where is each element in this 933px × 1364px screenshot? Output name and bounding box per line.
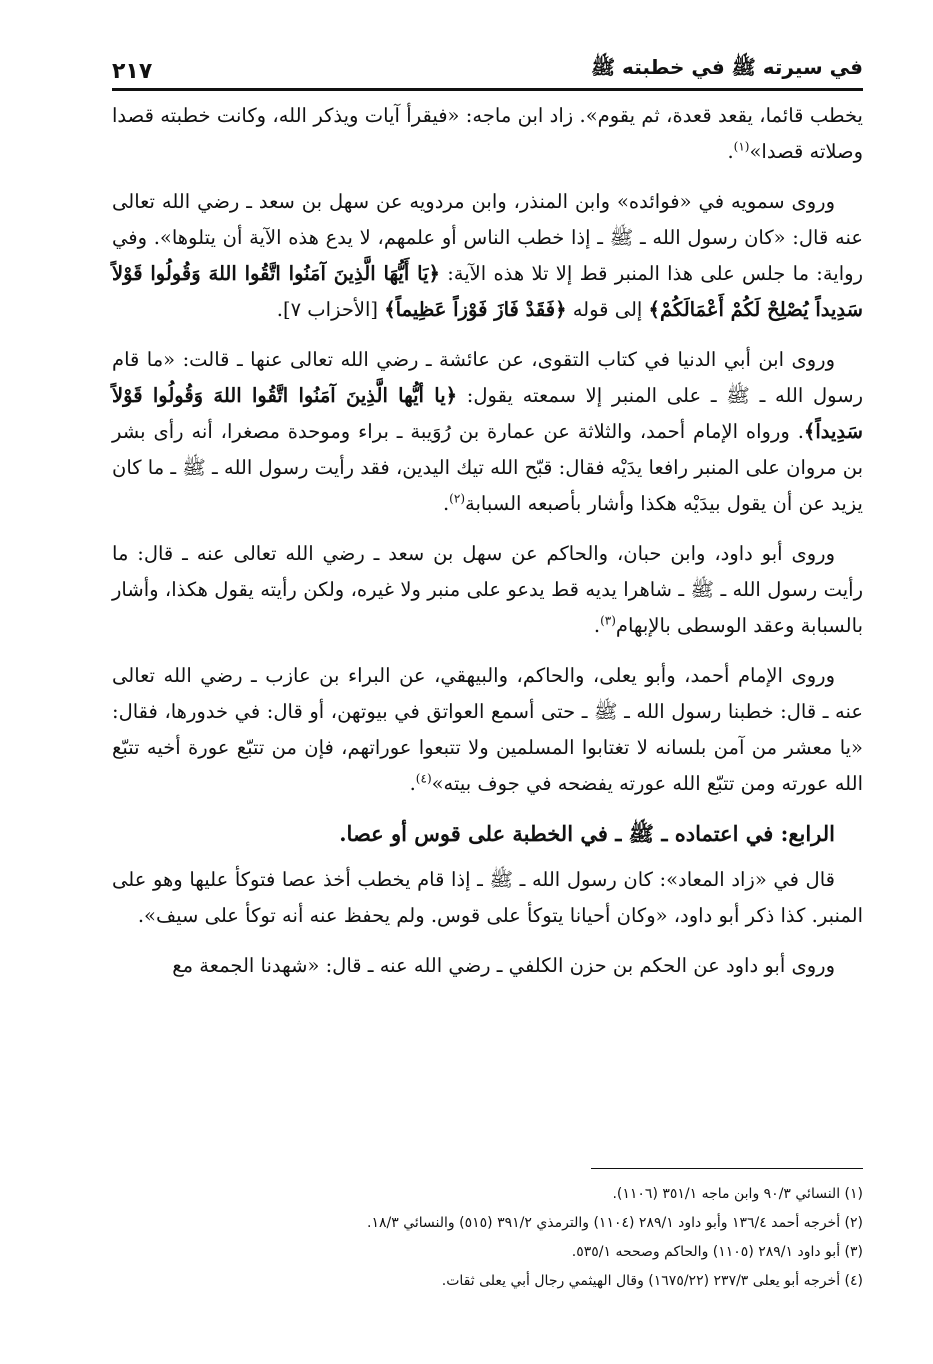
text-segment: وروى أبو داود عن الحكم بن حزن الكلفي ـ رضي الله عنه ـ قال: «شهدنا الجمعة مع <box>172 954 835 977</box>
running-title: في سيرته ﷺ في خطبته ﷺ <box>590 55 863 79</box>
text-segment: [الأحزاب ٧]. <box>276 298 385 321</box>
text-segment: وروى الإمام أحمد، وأبو يعلى، والحاكم، والبيهقي، عن البراء بن عازب ـ رضي الله تعالى عنه ـ قال: خطبنا رسول الله ـ ﷺ ـ حتى أسمع العواتق في بيوتهن، أو قال: في خدورها، فقال: «يا معشر من آمن بلسانه لا تغتابوا المسلمين ولا تتبعوا عوراتهم، فإن من تتبّع عورة أخيه تتبّع الله عورته ومن تتبّع الله عورته يفضحه في جوف بيته» <box>112 664 863 795</box>
text-segment: . ورواه الإمام أحمد، والثلاثة عن عمارة بن رُوَيبة ـ براء وموحدة مصغرا، أنه رأى بشر بن مروان على المنبر رافعا يدَيْه فقال: قبّح الله تيك اليدين، فقد رأيت رسول الله ـ ﷺ ـ ما كان يزيد عن أن يقول بيدَيْه هكذا وأشار بأصبعه السبابة <box>112 420 863 515</box>
paragraph-group-before <box>112 98 863 802</box>
footnote-separator <box>591 1168 863 1169</box>
footnote-ref: (٤) <box>415 771 432 786</box>
footnotes <box>112 1180 863 1296</box>
paragraph <box>112 98 863 170</box>
footnote: (٣) أبو داود ٢٨٩/١ (١١٠٥) والحاكم وصححه ٥٣٥/١. <box>571 1244 863 1260</box>
text-segment: وروى أبو داود، وابن حبان، والحاكم عن سهل بن سعد ـ رضي الله تعالى عنه ـ قال: ما رأيت رسول الله ـ ﷺ ـ شاهرا يديه قط يدعو على منبر ولا غيره، ولكن رأيته يقول هكذا، وأشار بالسبابة وعقد الوسطى بالإبهام <box>112 542 863 637</box>
page-number: ٢١٧ <box>112 59 153 84</box>
text-segment: قال في «زاد المعاد»: كان رسول الله ـ ﷺ ـ إذا قام يخطب أخذ عصا فتوكأ عليها وهو على المنبر. كذا ذكر أبو داود، «وكان أحيانا يتوكأ على قوس. ولم يحفظ عنه أنه توكأ على سيف». <box>112 868 863 927</box>
footnote-ref: (٢) <box>449 491 465 506</box>
text-segment: يخطب قائما، يقعد قعدة، ثم يقوم». زاد ابن ماجه: «فيقرأ آيات ويذكر الله، وكانت خطبته قصدا وصلاته قصدا» <box>112 104 863 163</box>
paragraph <box>112 536 863 644</box>
main-text <box>112 98 863 998</box>
text-segment: . <box>593 614 601 637</box>
footnote: (٤) أخرجه أبو يعلى ٢٣٧/٣ (١٦٧٥/٢٢) وقال الهيثمي رجال أبي يعلى ثقات. <box>441 1273 863 1289</box>
footnote-ref: (١) <box>733 139 750 154</box>
paragraph <box>112 342 863 522</box>
paragraph <box>112 658 863 802</box>
section-heading: الرابع: في اعتماده ـ ﷺ ـ في الخطبة على قوس أو عصا. <box>339 821 835 846</box>
paragraph <box>112 184 863 328</box>
paragraph-group-after <box>112 862 863 984</box>
footnote: (٢) أخرجه أحمد ١٣٦/٤ وأبو داود ٢٨٩/١ (١١٠٤) والترمذي ٣٩١/٢ (٥١٥) والنسائي ١٨/٣. <box>367 1215 863 1231</box>
page-header <box>112 40 863 84</box>
footnote-ref: (٣) <box>600 613 616 628</box>
footnote: (١) النسائي ٩٠/٣ وابن ماجه ٣٥١/١ (١١٠٦). <box>612 1186 863 1202</box>
text-segment: . <box>442 492 450 515</box>
text-segment: وروى ابن أبي الدنيا في كتاب التقوى، عن عائشة ـ رضي الله تعالى عنها ـ قالت: «ما قام رسول الله ـ ﷺ ـ على المنبر إلا سمعته يقول: <box>112 348 863 407</box>
header-rule <box>112 88 863 91</box>
text-segment: إلى قوله <box>566 298 649 321</box>
paragraph <box>112 862 863 934</box>
text-segment: . <box>727 140 734 163</box>
text-segment: وروى سمويه في «فوائده» وابن المنذر، وابن مردويه عن سهل بن سعد ـ رضي الله تعالى عنه قال: «كان رسول الله ـ ﷺ ـ إذا خطب الناس أو علمهم، لا يدع هذه الآية أن يتلوها». وفي رواية: ما جلس على هذا المنبر قط إلا تلا هذه الآية: <box>112 190 863 285</box>
quran-verse: ﴿يَا أَيُّهَا الَّذِينَ آمَنُوا اتَّقُوا اللهَ وَقُولُوا قَوْلاً سَدِيداً يُصْلِحْ لَكُمْ أَعْمَالَكُمْ﴾ <box>112 262 863 321</box>
text-segment: . <box>409 772 416 795</box>
quran-verse: ﴿فَقَدْ فَازَ فَوْزاً عَظِيماً﴾ <box>384 298 567 321</box>
paragraph <box>112 948 863 984</box>
quran-verse: ﴿يا أيُّها الَّذِينَ آمَنُوا اتَّقُوا اللهَ وَقُولُوا قَوْلاً سَدِيداً﴾ <box>112 384 863 443</box>
